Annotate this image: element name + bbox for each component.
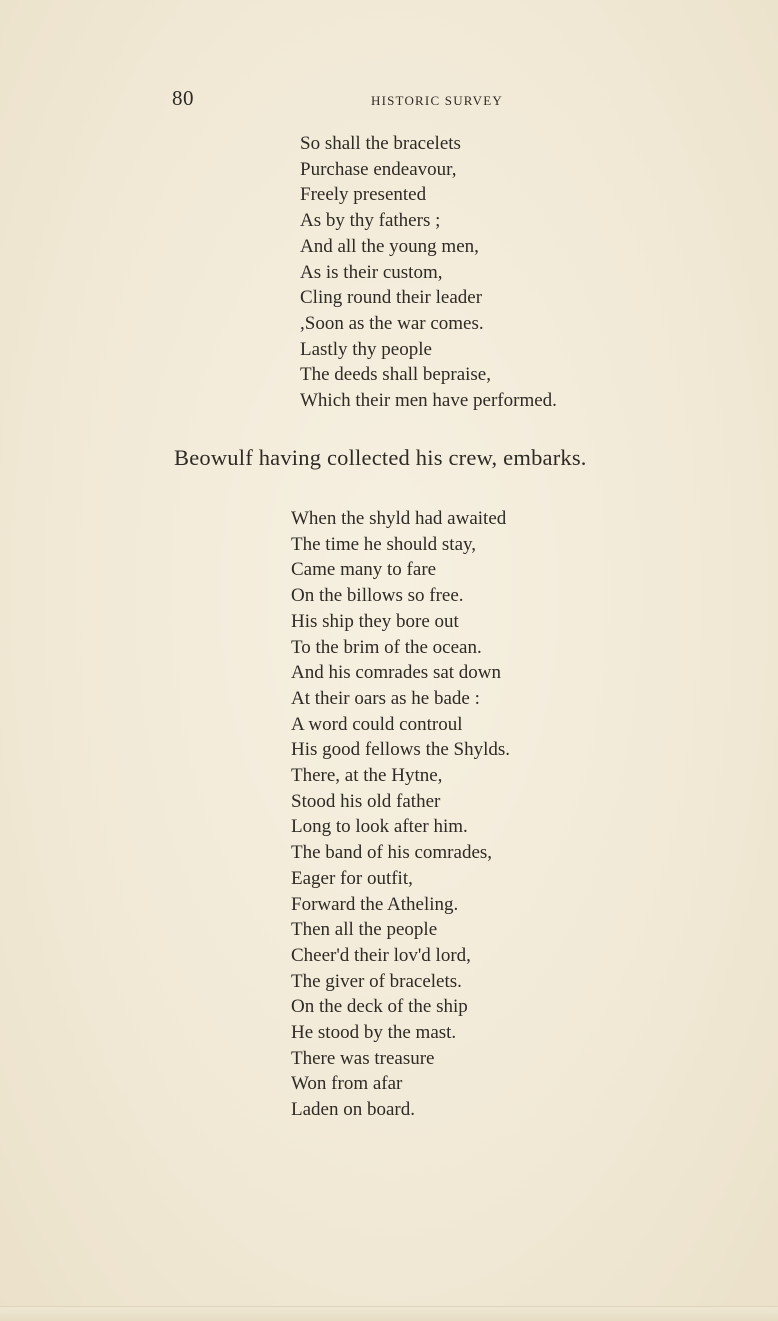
verse-line: And his comrades sat down: [291, 662, 502, 684]
verse-line: On the deck of the ship: [291, 996, 468, 1018]
verse-line: Stood his old father: [291, 790, 441, 812]
verse-line: As by thy fathers ;: [300, 210, 441, 232]
page-bottom-edge: [0, 1306, 778, 1321]
verse-line: Forward the Atheling.: [291, 893, 459, 915]
verse-line: Laden on board.: [291, 1099, 415, 1121]
verse-line: His ship they bore out: [291, 610, 459, 632]
verse-line: The time he should stay,: [291, 533, 477, 555]
verse-line: So shall the bracelets: [300, 133, 461, 154]
verse-line: Long to look after him.: [291, 816, 468, 838]
verse-line: Then all the people: [291, 919, 438, 941]
verse-line: There, at the Hytne,: [291, 765, 443, 787]
verse-line: Lastly thy people: [300, 338, 432, 360]
verse-line: Freely presented: [300, 184, 427, 206]
verse-line: Won from afar: [291, 1073, 403, 1095]
verse-line: The giver of bracelets.: [291, 970, 462, 992]
verse-line: Came many to fare: [291, 559, 437, 581]
verse-line: He stood by the mast.: [291, 1022, 457, 1044]
verse-line: ,Soon as the war comes.: [300, 312, 484, 334]
stanza-2: [291, 506, 510, 1123]
stanza-1: [300, 131, 557, 414]
verse-line: The deeds shall bepraise,: [300, 364, 491, 386]
verse-line: Purchase endeavour,: [300, 158, 457, 180]
verse-line: His good fellows the Shylds.: [291, 739, 511, 761]
verse-line: And all the young men,: [300, 235, 479, 257]
verse-line: There was treasure: [291, 1047, 435, 1069]
verse-line: At their oars as he bade :: [291, 687, 480, 709]
verse-line: The band of his comrades,: [291, 842, 493, 864]
verse-line: To the brim of the ocean.: [291, 636, 482, 658]
verse-line: When the shyld had awaited: [291, 508, 507, 529]
running-title: HISTORIC SURVEY: [371, 93, 503, 108]
verse-line: A word could controul: [291, 713, 463, 735]
verse-line: On the billows so free.: [291, 585, 464, 607]
verse-line: Cling round their leader: [300, 287, 483, 309]
verse-line: As is their custom,: [300, 261, 443, 283]
verse-line: Cheer'd their lov'd lord,: [291, 944, 471, 966]
verse-line: Eager for outfit,: [291, 867, 413, 889]
verse-line: Which their men have performed.: [300, 390, 557, 412]
page-number: 80: [172, 86, 194, 110]
section-heading: Beowulf having collected his crew, embarks.: [174, 445, 587, 470]
